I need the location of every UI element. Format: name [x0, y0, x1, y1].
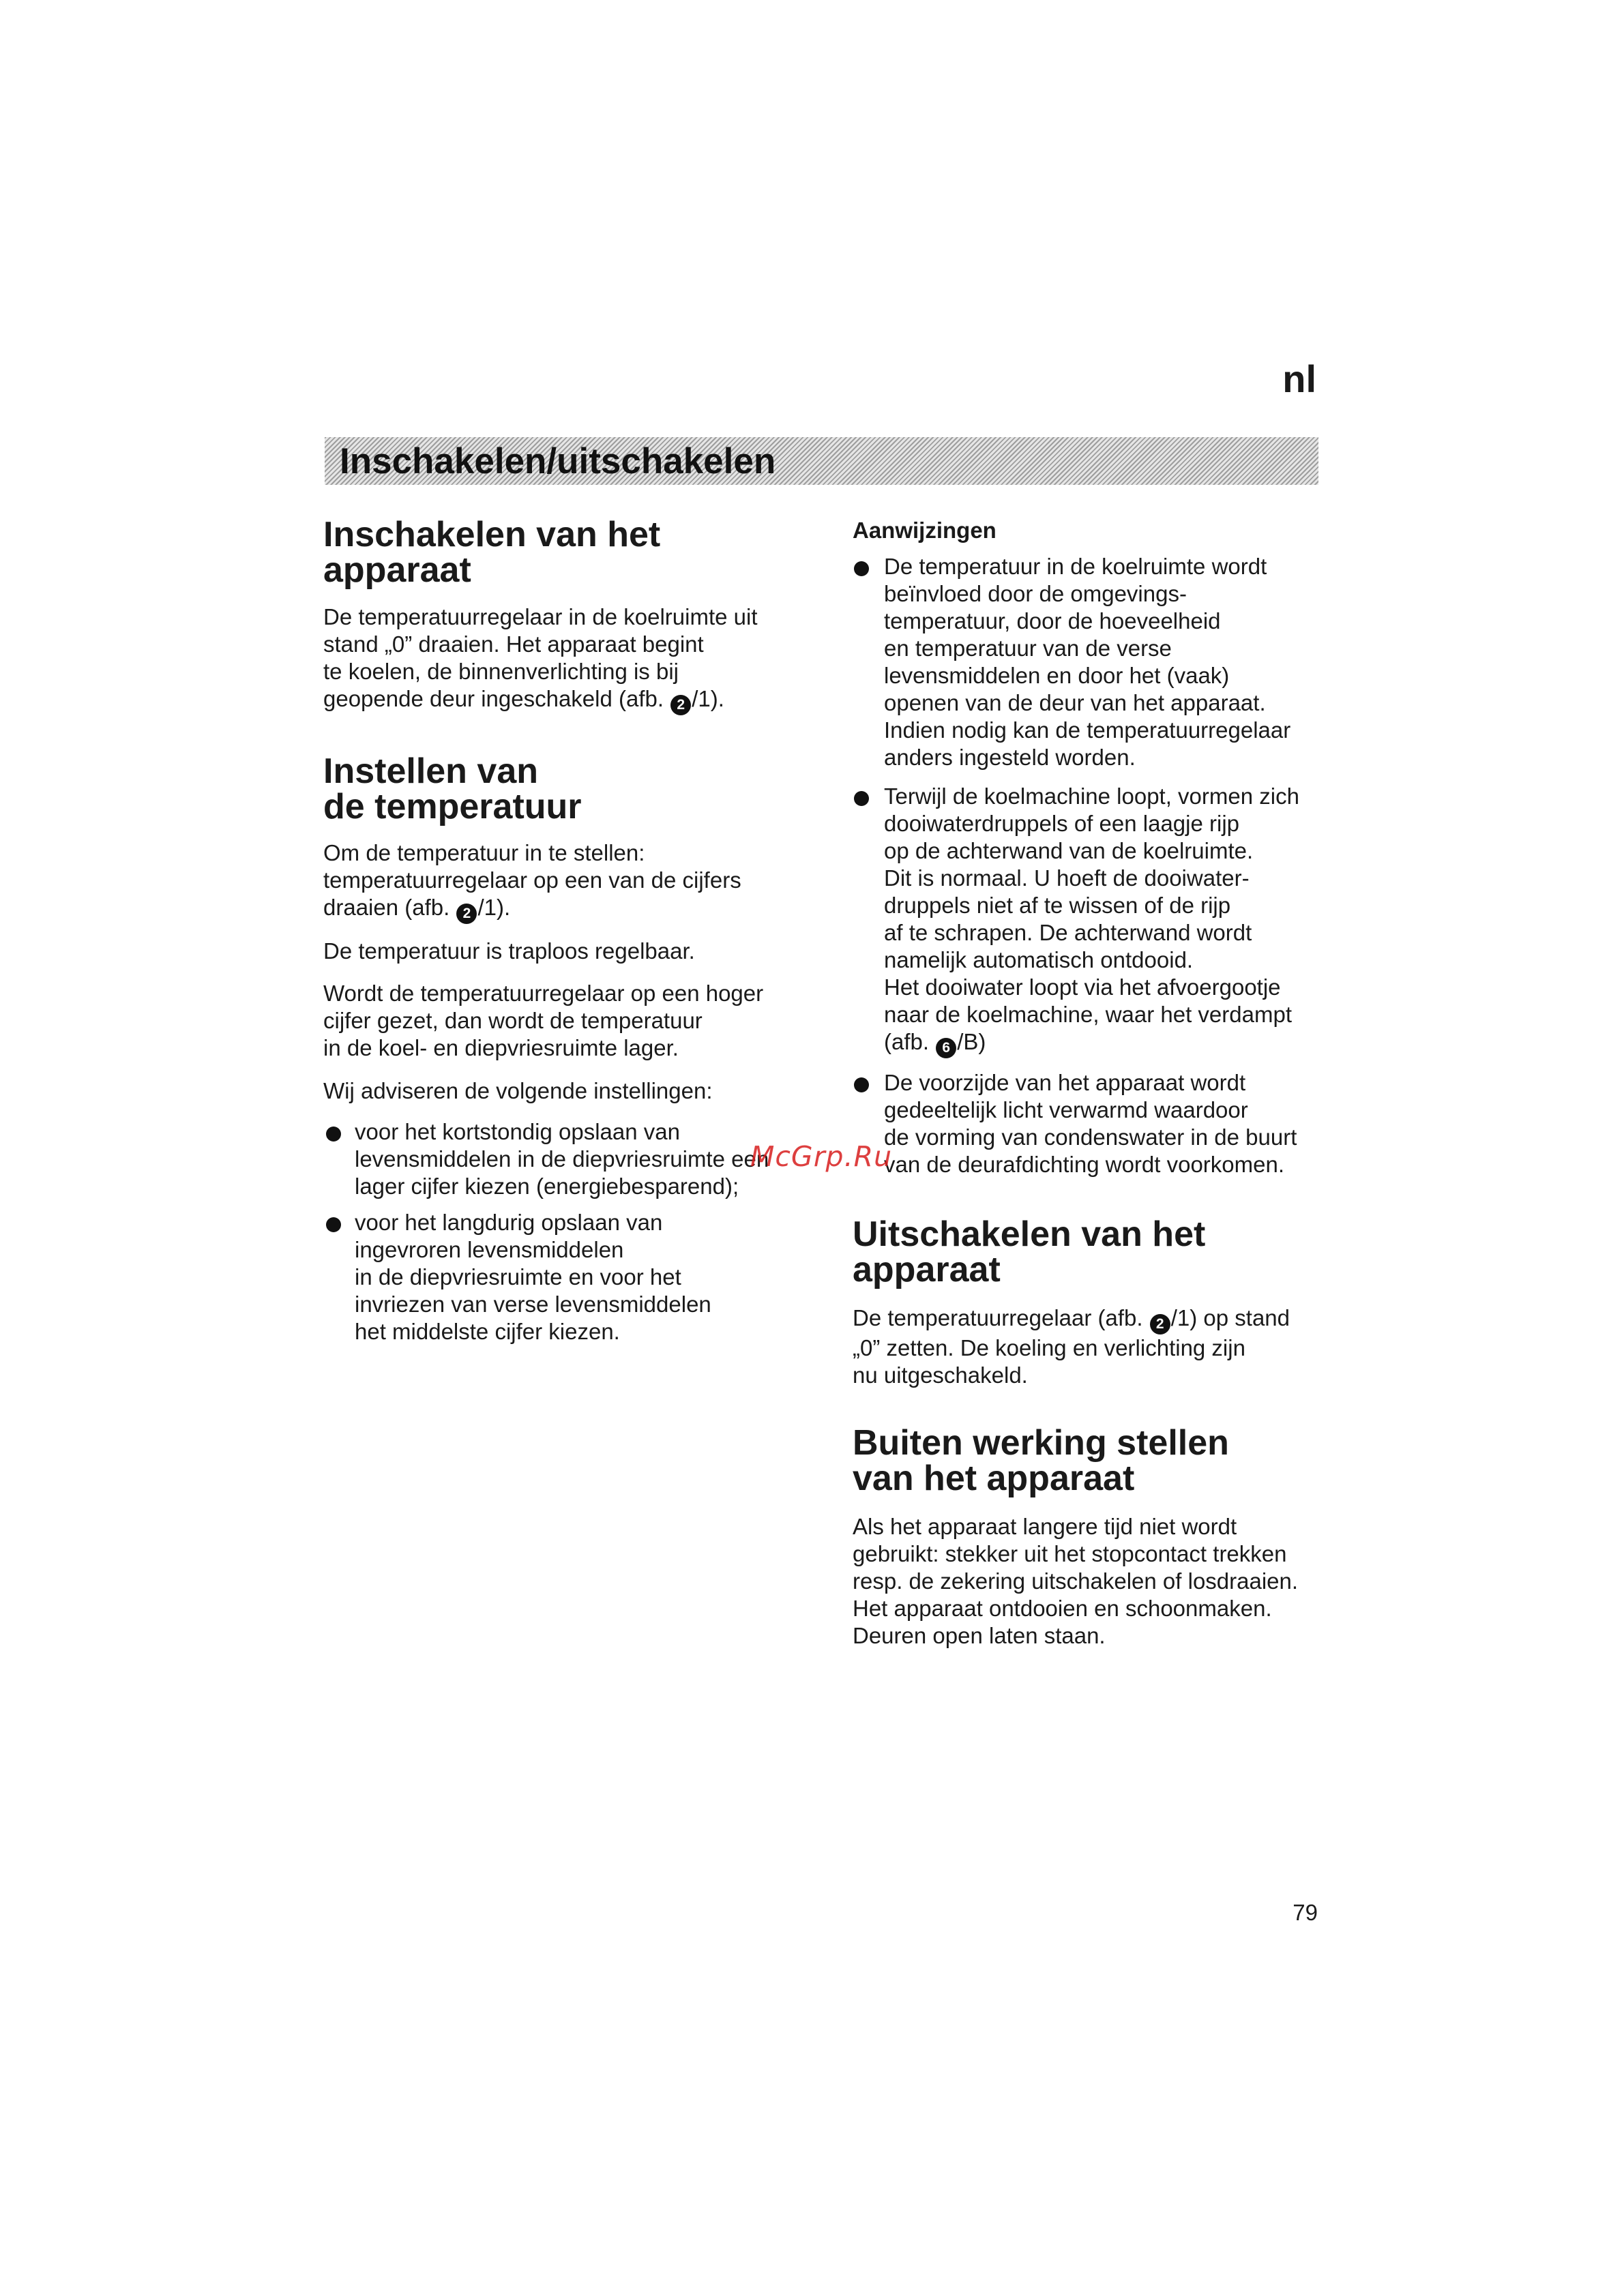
paragraph-stepless: De temperatuur is traploos regelbaar.	[323, 938, 695, 964]
paragraph-set-temperature: Om de temperatuur in te stellen: temperatuurregelaar op een van de cijfers draaien (afb. 2 /1).	[323, 839, 741, 924]
note-item: De temperatuur in de koelruimte wordt beïnvloed door de omgevings- temperatuur, door de hoeveelheid en temperatuur van de verse levensmiddelen en door het (vaak) openen van de deur van het apparaat. Indien nodig kan de temperatuurregelaar anders ingesteld worden.	[884, 554, 1291, 770]
paragraph-higher-number: Wordt de temperatuurregelaar op een hoger cijfer gezet, dan wordt de temperatuur in de koel- en diepvriesruimte lager.	[323, 981, 764, 1060]
list-item: voor het kortstondig opslaan van levensmiddelen in de diepvriesruimte een lager cijfer kiezen (energiebesparend);	[355, 1119, 769, 1199]
language-tag: nl	[1282, 357, 1316, 400]
banner-title: Inschakelen/uitschakelen	[340, 441, 776, 481]
heading-switch-on: Inschakelen van het apparaat	[323, 515, 661, 590]
bullet-icon	[326, 1127, 341, 1142]
figure-number-icon: 2	[456, 904, 477, 924]
paragraph-switch-off: De temperatuurregelaar (afb. 2 /1) op stand „0” zetten. De koeling en verlichting zijn nu uitgeschakeld.	[853, 1305, 1290, 1388]
notes-heading: Aanwijzingen	[853, 518, 996, 543]
heading-set-temperature: Instellen van de temperatuur	[323, 751, 582, 826]
list-item: voor het langdurig opslaan van ingevroren levensmiddelen in de diepvriesruimte en voor het invriezen van verse levensmiddelen het middelste cijfer kiezen.	[355, 1210, 711, 1344]
bullet-icon	[854, 791, 869, 806]
paragraph-out-of-service: Als het apparaat langere tijd niet wordt gebruikt: stekker uit het stopcontact trekken resp. de zekering uitschakelen of losdraaien. Het apparaat ontdooien en schoonmaken. Deuren open laten staan.	[853, 1514, 1299, 1648]
note-item: Terwijl de koelmachine loopt, vormen zich dooiwaterdruppels of een laagje rijp op de achterwand van de koelruimte. Dit is normaal. U hoeft de dooiwater- druppels niet af te wissen of de rijp af te schrapen. De achterwand wordt namelijk automatisch ontdooid. Het dooiwater loopt via het afvoergootje naar de koelmachine, waar het verdampt (afb. 6 /B)	[884, 783, 1299, 1058]
note-item: De voorzijde van het apparaat wordt gedeeltelijk licht verwarmd waardoor de vorming van condenswater in de buurt van de deurafdichting wordt voorkomen.	[884, 1070, 1297, 1177]
paragraph-switch-on: De temperatuurregelaar in de koelruimte uit stand „0” draaien. Het apparaat begint te koelen, de binnenverlichting is bij geopende deur ingeschakeld (afb. 2 /1).	[323, 603, 758, 715]
heading-out-of-service: Buiten werking stellen van het apparaat	[853, 1423, 1229, 1498]
page-number: 79	[1293, 1900, 1318, 1925]
bullet-icon	[326, 1217, 341, 1232]
heading-switch-off: Uitschakelen van het apparaat	[853, 1214, 1206, 1289]
bullet-icon	[854, 1077, 869, 1092]
figure-number-icon: 2	[670, 695, 691, 715]
section-banner	[325, 437, 1318, 485]
watermark: McGrp.Ru	[750, 1140, 893, 1173]
paragraph-recommendations: Wij adviseren de volgende instellingen:	[323, 1078, 713, 1103]
bullet-icon	[854, 561, 869, 576]
figure-number-icon: 6	[936, 1038, 956, 1058]
figure-number-icon: 2	[1150, 1314, 1170, 1335]
